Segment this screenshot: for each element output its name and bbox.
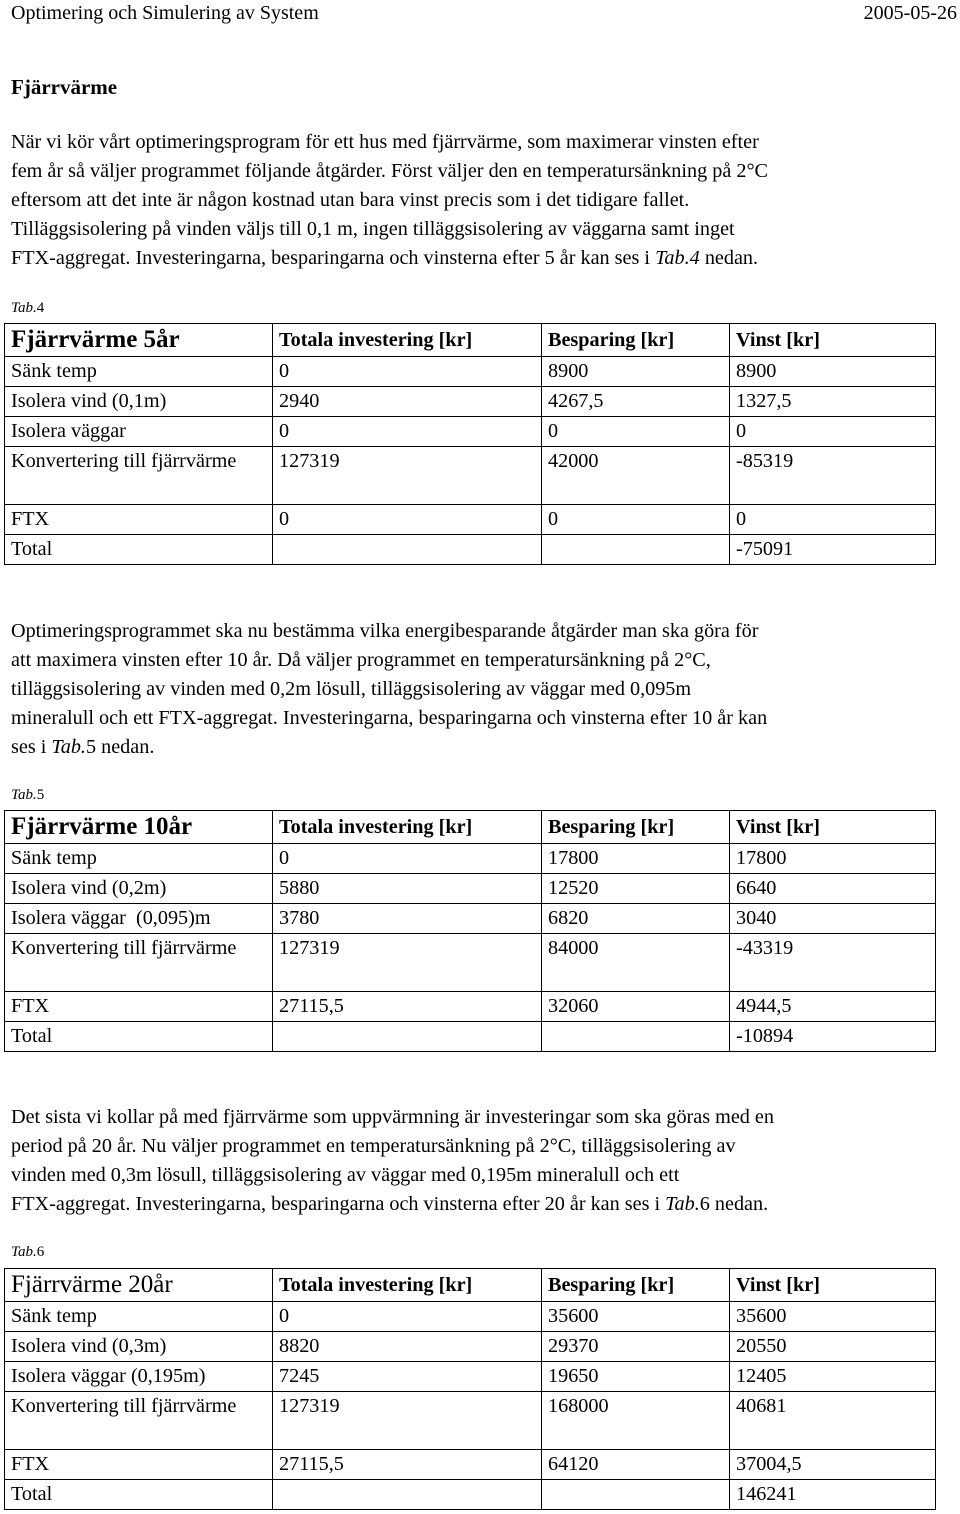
cell-profit: 8900 bbox=[730, 357, 936, 387]
paragraph-line: vinden med 0,3m lösull, tilläggsisolering av väggar med 0,195m mineralull och ett bbox=[11, 1164, 680, 1186]
table-row bbox=[5, 447, 936, 505]
column-header-saving: Besparing [kr] bbox=[542, 324, 730, 357]
cell-saving bbox=[542, 535, 730, 565]
table-row bbox=[5, 1332, 936, 1362]
cell-saving: 0 bbox=[542, 505, 730, 535]
cell-name: FTX bbox=[5, 505, 273, 535]
cell-profit: -85319 bbox=[730, 447, 936, 505]
cell-profit: -75091 bbox=[730, 535, 936, 565]
table-row bbox=[5, 992, 936, 1022]
cell-saving: 6820 bbox=[542, 904, 730, 934]
paragraph-line: När vi kör vårt optimeringsprogram för ett hus med fjärrvärme, som maximerar vinsten efter bbox=[11, 131, 759, 153]
cell-name: FTX bbox=[5, 992, 273, 1022]
table-row bbox=[5, 1302, 936, 1332]
table-fjarrvarme-5ar bbox=[4, 323, 936, 565]
column-header-profit: Vinst [kr] bbox=[730, 324, 936, 357]
cell-profit: 35600 bbox=[730, 1302, 936, 1332]
column-header-saving: Besparing [kr] bbox=[542, 1269, 730, 1302]
paragraph-line: mineralull och ett FTX-aggregat. Investeringarna, besparingarna och vinsterna efter 10 år kan bbox=[11, 707, 768, 729]
table-fjarrvarme-20ar bbox=[4, 1268, 936, 1510]
table-fjarrvarme-10ar bbox=[4, 810, 936, 1052]
paragraph-line bbox=[11, 1190, 956, 1219]
table-header-row bbox=[5, 1269, 936, 1302]
column-header-invest: Totala investering [kr] bbox=[273, 1269, 542, 1302]
cell-profit: 20550 bbox=[730, 1332, 936, 1362]
cell-invest: 0 bbox=[273, 1302, 542, 1332]
cell-name: Isolera vind (0,3m) bbox=[5, 1332, 273, 1362]
cell-name: Isolera väggar (0,195m) bbox=[5, 1362, 273, 1392]
paragraph-line: att maximera vinsten efter 10 år. Då väljer programmet en temperatursänkning på 2°C, bbox=[11, 649, 711, 671]
table-title: Fjärrvärme 5år bbox=[5, 324, 273, 357]
paragraph-text: nedan. bbox=[699, 247, 759, 269]
table-row bbox=[5, 387, 936, 417]
paragraph-text: ses i bbox=[11, 736, 52, 758]
cell-invest bbox=[273, 535, 542, 565]
cell-profit: 1327,5 bbox=[730, 387, 936, 417]
cell-name: Sänk temp bbox=[5, 844, 273, 874]
cell-saving: 32060 bbox=[542, 992, 730, 1022]
cell-name: Isolera väggar bbox=[5, 417, 273, 447]
paragraph-text: nedan. bbox=[709, 1193, 769, 1215]
cell-profit: 146241 bbox=[730, 1480, 936, 1510]
cell-saving bbox=[542, 1022, 730, 1052]
cell-profit: 12405 bbox=[730, 1362, 936, 1392]
cell-profit: -10894 bbox=[730, 1022, 936, 1052]
cell-profit: 37004,5 bbox=[730, 1450, 936, 1480]
table-row bbox=[5, 1392, 936, 1450]
table-caption-number: 5 bbox=[36, 787, 45, 803]
table-row bbox=[5, 844, 936, 874]
table-reference: Tab. bbox=[665, 1193, 700, 1215]
cell-invest bbox=[273, 1022, 542, 1052]
paragraph-3 bbox=[11, 1103, 956, 1219]
cell-invest: 0 bbox=[273, 505, 542, 535]
table-caption-prefix: Tab. bbox=[11, 300, 37, 316]
paragraph-1 bbox=[11, 128, 956, 273]
paragraph-line: Det sista vi kollar på med fjärrvärme som uppvärmning är investeringar som ska göras med en bbox=[11, 1106, 774, 1128]
cell-profit: 0 bbox=[730, 417, 936, 447]
table-total-row bbox=[5, 1480, 936, 1510]
page-header bbox=[0, 0, 960, 30]
column-header-invest: Totala investering [kr] bbox=[273, 811, 542, 844]
cell-invest: 127319 bbox=[273, 1392, 542, 1450]
paragraph-2 bbox=[11, 617, 956, 762]
column-header-profit: Vinst [kr] bbox=[730, 1269, 936, 1302]
cell-name: Total bbox=[5, 1480, 273, 1510]
cell-name: Konvertering till fjärrvärme bbox=[5, 1392, 273, 1450]
table-reference-number: 6 bbox=[699, 1193, 710, 1215]
table-caption bbox=[11, 1244, 44, 1261]
paragraph-text: FTX-aggregat. Investeringarna, besparingarna och vinsterna efter 20 år kan ses i bbox=[11, 1193, 666, 1215]
table-row bbox=[5, 874, 936, 904]
cell-name: Total bbox=[5, 1022, 273, 1052]
cell-invest: 0 bbox=[273, 417, 542, 447]
cell-invest: 127319 bbox=[273, 447, 542, 505]
cell-saving: 12520 bbox=[542, 874, 730, 904]
cell-profit: -43319 bbox=[730, 934, 936, 992]
table-header-row bbox=[5, 811, 936, 844]
cell-name: FTX bbox=[5, 1450, 273, 1480]
paragraph-line: period på 20 år. Nu väljer programmet en temperatursänkning på 2°C, tilläggsisolering av bbox=[11, 1135, 736, 1157]
cell-invest: 127319 bbox=[273, 934, 542, 992]
paragraph-line bbox=[11, 733, 956, 762]
table-row bbox=[5, 904, 936, 934]
paragraph-text: nedan. bbox=[96, 736, 155, 758]
document-title: Optimering och Simulering av System bbox=[11, 2, 319, 24]
table-header-row bbox=[5, 324, 936, 357]
cell-saving: 168000 bbox=[542, 1392, 730, 1450]
cell-saving: 29370 bbox=[542, 1332, 730, 1362]
cell-profit: 6640 bbox=[730, 874, 936, 904]
cell-saving: 0 bbox=[542, 417, 730, 447]
cell-saving: 35600 bbox=[542, 1302, 730, 1332]
column-header-saving: Besparing [kr] bbox=[542, 811, 730, 844]
table-total-row bbox=[5, 1022, 936, 1052]
paragraph-line: fem år så väljer programmet följande åtgärder. Först väljer den en temperatursänkning på 2°C bbox=[11, 160, 768, 182]
cell-invest: 3780 bbox=[273, 904, 542, 934]
section-heading: Fjärrvärme bbox=[11, 75, 118, 99]
table-row bbox=[5, 357, 936, 387]
table-caption-number: 6 bbox=[36, 1244, 45, 1260]
table-caption-prefix: Tab. bbox=[11, 787, 37, 803]
cell-invest: 7245 bbox=[273, 1362, 542, 1392]
cell-name: Isolera vind (0,2m) bbox=[5, 874, 273, 904]
table-caption bbox=[11, 300, 44, 317]
table-caption-prefix: Tab. bbox=[11, 1244, 37, 1260]
cell-profit: 4944,5 bbox=[730, 992, 936, 1022]
cell-profit: 3040 bbox=[730, 904, 936, 934]
cell-invest: 0 bbox=[273, 357, 542, 387]
cell-name: Isolera vind (0,1m) bbox=[5, 387, 273, 417]
cell-profit: 17800 bbox=[730, 844, 936, 874]
cell-saving: 4267,5 bbox=[542, 387, 730, 417]
table-row bbox=[5, 417, 936, 447]
cell-saving: 17800 bbox=[542, 844, 730, 874]
cell-saving bbox=[542, 1480, 730, 1510]
column-header-invest: Totala investering [kr] bbox=[273, 324, 542, 357]
cell-name: Isolera väggar (0,095)m bbox=[5, 904, 273, 934]
cell-name: Total bbox=[5, 535, 273, 565]
table-caption bbox=[11, 787, 44, 804]
table-reference-number: 5 bbox=[85, 736, 97, 758]
paragraph-line: eftersom att det inte är någon kostnad utan bara vinst precis som i det tidigare fallet. bbox=[11, 189, 690, 211]
cell-saving: 42000 bbox=[542, 447, 730, 505]
table-reference: Tab.4 bbox=[655, 247, 700, 269]
paragraph-line bbox=[11, 244, 956, 273]
cell-saving: 84000 bbox=[542, 934, 730, 992]
cell-saving: 19650 bbox=[542, 1362, 730, 1392]
column-header-profit: Vinst [kr] bbox=[730, 811, 936, 844]
cell-name: Konvertering till fjärrvärme bbox=[5, 447, 273, 505]
cell-invest: 27115,5 bbox=[273, 1450, 542, 1480]
cell-invest: 27115,5 bbox=[273, 992, 542, 1022]
cell-invest: 5880 bbox=[273, 874, 542, 904]
cell-profit: 40681 bbox=[730, 1392, 936, 1450]
table-caption-number: 4 bbox=[36, 300, 45, 316]
paragraph-line: Tilläggsisolering på vinden väljs till 0,1 m, ingen tilläggsisolering av väggarna samt inget bbox=[11, 218, 735, 240]
cell-profit: 0 bbox=[730, 505, 936, 535]
cell-invest: 2940 bbox=[273, 387, 542, 417]
paragraph-line: tilläggsisolering av vinden med 0,2m lösull, tilläggsisolering av väggar med 0,095m bbox=[11, 678, 692, 700]
cell-name: Konvertering till fjärrvärme bbox=[5, 934, 273, 992]
cell-name: Sänk temp bbox=[5, 357, 273, 387]
table-row bbox=[5, 505, 936, 535]
table-row bbox=[5, 1362, 936, 1392]
paragraph-text: FTX-aggregat. Investeringarna, besparingarna och vinsterna efter 5 år kan ses i bbox=[11, 247, 656, 269]
cell-name: Sänk temp bbox=[5, 1302, 273, 1332]
table-title: Fjärrvärme 10år bbox=[5, 811, 273, 844]
table-row bbox=[5, 1450, 936, 1480]
cell-saving: 64120 bbox=[542, 1450, 730, 1480]
cell-invest: 0 bbox=[273, 844, 542, 874]
cell-invest: 8820 bbox=[273, 1332, 542, 1362]
table-row bbox=[5, 934, 936, 992]
table-title: Fjärrvärme 20år bbox=[5, 1269, 273, 1302]
cell-invest bbox=[273, 1480, 542, 1510]
table-total-row bbox=[5, 535, 936, 565]
paragraph-line: Optimeringsprogrammet ska nu bestämma vilka energibesparande åtgärder man ska göra för bbox=[11, 620, 759, 642]
cell-saving: 8900 bbox=[542, 357, 730, 387]
document-date: 2005-05-26 bbox=[863, 2, 957, 24]
table-reference: Tab. bbox=[51, 736, 86, 758]
